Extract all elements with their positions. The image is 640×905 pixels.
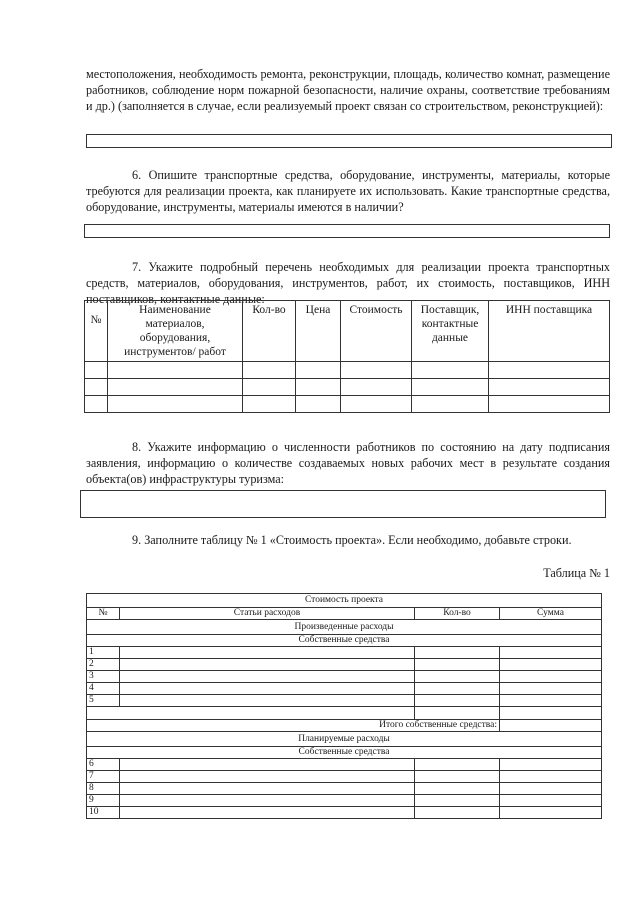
total-own-funds-value[interactable] bbox=[500, 720, 602, 732]
col-name: Наименование материалов, оборудования, инструментов/ работ bbox=[108, 301, 243, 362]
cost-col-number: № bbox=[87, 608, 120, 620]
table-row[interactable] bbox=[87, 647, 602, 659]
table-row[interactable] bbox=[85, 379, 610, 396]
own-funds-header-1: Собственные средства bbox=[87, 635, 602, 647]
table-row[interactable] bbox=[87, 659, 602, 671]
row-number: 2 bbox=[87, 659, 120, 671]
empty-row bbox=[87, 707, 415, 720]
table-row[interactable] bbox=[87, 671, 602, 683]
col-cost: Стоимость bbox=[341, 301, 412, 362]
col-number: № bbox=[85, 301, 108, 362]
col-inn: ИНН поставщика bbox=[489, 301, 610, 362]
row-number: 8 bbox=[87, 783, 120, 795]
table-row[interactable] bbox=[87, 683, 602, 695]
intro-paragraph: местоположения, необходимость ремонта, реконструкции, площадь, количество комнат, размещение работников, соблюдение норм пожарной безопасности, наличие охраны, соответствие требованиям и др.) (заполняется в случае, если реализуемый проект связан со строительством, реконструкцией): bbox=[86, 67, 610, 113]
table-row[interactable] bbox=[85, 362, 610, 379]
materials-table bbox=[84, 300, 610, 413]
row-number: 1 bbox=[87, 647, 120, 659]
total-own-funds-label: Итого собственные средства: bbox=[87, 720, 500, 732]
table-row[interactable] bbox=[87, 783, 602, 795]
table-row[interactable] bbox=[87, 759, 602, 771]
answer-field-6[interactable] bbox=[84, 224, 610, 238]
row-number: 5 bbox=[87, 695, 120, 707]
table-row[interactable] bbox=[87, 695, 602, 707]
question-8: 8. Укажите информацию о численности работников по состоянию на дату подписания заявления, информацию о количестве создаваемых новых рабочих мест в результате создания объекта(ов) инфраструктуры туризма: bbox=[86, 440, 610, 486]
row-number: 10 bbox=[87, 807, 120, 819]
table-row[interactable] bbox=[87, 771, 602, 783]
row-number: 7 bbox=[87, 771, 120, 783]
cost-col-items: Статьи расходов bbox=[120, 608, 415, 620]
answer-field-8[interactable] bbox=[80, 490, 606, 518]
project-cost-table bbox=[86, 593, 602, 819]
question-9: 9. Заполните таблицу № 1 «Стоимость проекта». Если необходимо, добавьте строки. bbox=[132, 533, 572, 547]
own-funds-header-2: Собственные средства bbox=[87, 747, 602, 759]
cost-col-qty: Кол-во bbox=[415, 608, 500, 620]
table-row[interactable] bbox=[87, 795, 602, 807]
row-number: 6 bbox=[87, 759, 120, 771]
row-number: 3 bbox=[87, 671, 120, 683]
row-number: 9 bbox=[87, 795, 120, 807]
question-6: 6. Опишите транспортные средства, оборудование, инструменты, материалы, которые требуются для реализации проекта, как планируете их использовать. Какие транспортные средства, оборудование, инструменты, материалы имеются в наличии? bbox=[86, 168, 610, 214]
cost-table-title: Стоимость проекта bbox=[87, 594, 602, 608]
section-incurred: Произведенные расходы bbox=[87, 620, 602, 635]
table-row[interactable] bbox=[85, 396, 610, 413]
cost-col-sum: Сумма bbox=[500, 608, 602, 620]
table-header-row bbox=[85, 301, 610, 362]
col-qty: Кол-во bbox=[243, 301, 296, 362]
answer-field-5[interactable] bbox=[86, 134, 612, 148]
table-number-label: Таблица № 1 bbox=[543, 566, 610, 580]
col-supplier: Поставщик, контактные данные bbox=[412, 301, 489, 362]
section-planned: Планируемые расходы bbox=[87, 732, 602, 747]
row-number: 4 bbox=[87, 683, 120, 695]
col-price: Цена bbox=[296, 301, 341, 362]
question-7: 7. Укажите подробный перечень необходимых для реализации проекта транспортных средств, материалов, оборудования, инструментов, работ, их стоимость, поставщиков, ИНН поставщиков, контактные данные: bbox=[86, 260, 610, 306]
table-row[interactable] bbox=[87, 807, 602, 819]
